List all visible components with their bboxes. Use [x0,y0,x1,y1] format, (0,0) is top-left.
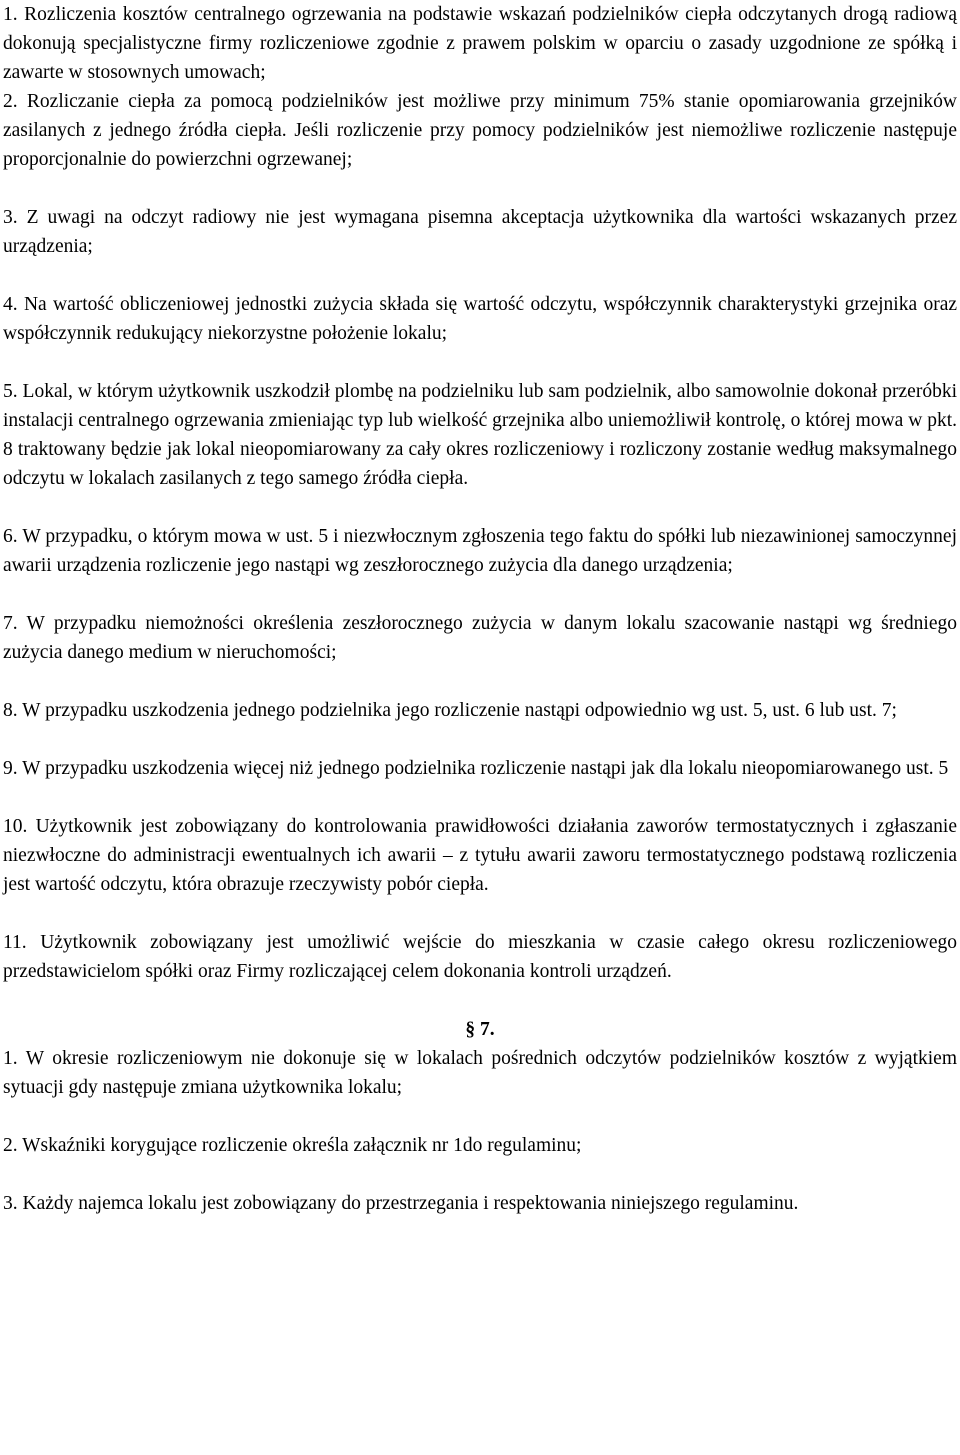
paragraph-8: 8. W przypadku uszkodzenia jednego podzielnika jego rozliczenie nastąpi odpowiednio wg ust. 5, ust. 6 lub ust. 7; [3,700,897,721]
section-heading: § 7. [465,1019,495,1040]
paragraph-6: 6. W przypadku, o którym mowa w ust. 5 i niezwłocznym zgłoszenia tego faktu do spółki lub niezawinionej samoczynnej awarii urządzenia rozliczenie jego nastąpi wg zeszłorocznego zużycia dla danego urządzenia; [3,526,957,576]
section-paragraph-1: 1. W okresie rozliczeniowym nie dokonuje się w lokalach pośrednich odczytów podzielników kosztów z wyjątkiem sytuacji gdy następuje zmiana użytkownika lokalu; [3,1048,957,1098]
paragraph-spacer [3,174,957,203]
paragraph-3: 3. Z uwagi na odczyt radiowy nie jest wymagana pisemna akceptacja użytkownika dla wartości wskazanych przez urządzenia; [3,207,957,257]
paragraph-spacer [3,667,957,696]
paragraph-10: 10. Użytkownik jest zobowiązany do kontrolowania prawidłowości działania zaworów termostatycznych i zgłaszanie niezwłoczne do administracji ewentualnych ich awarii – z tytułu awarii zaworu termostatycznego podstawą rozliczenia jest wartość odczytu, która obrazuje rzeczywisty pobór ciepła. [3,816,957,895]
paragraph-1: 1. Rozliczenia kosztów centralnego ogrzewania na podstawie wskazań podzielników ciepła odczytanych drogą radiową dokonują specjalistyczne firmy rozliczeniowe zgodnie z prawem polskim w oparciu o zasady uzgodnione ze spółką i zawarte w stosownych umowach; [3,4,957,83]
paragraph-spacer [3,348,957,377]
paragraph-spacer [3,261,957,290]
paragraph-spacer [3,725,957,754]
paragraph-spacer [3,783,957,812]
paragraph-spacer [3,580,957,609]
section-paragraph-2: 2. Wskaźniki korygujące rozliczenie określa załącznik nr 1do regulaminu; [3,1135,582,1156]
paragraph-spacer [3,1102,957,1131]
paragraph-11: 11. Użytkownik zobowiązany jest umożliwić wejście do mieszkania w czasie całego okresu rozliczeniowego przedstawicielom spółki oraz Firmy rozliczającej celem dokonania kontroli urządzeń. [3,932,957,982]
paragraph-spacer [3,1160,957,1189]
section-paragraph-3: 3. Każdy najemca lokalu jest zobowiązany do przestrzegania i respektowania niniejszego regulaminu. [3,1193,799,1214]
paragraph-spacer [3,986,957,1015]
paragraph-4: 4. Na wartość obliczeniowej jednostki zużycia składa się wartość odczytu, współczynnik charakterystyki grzejnika oraz współczynnik redukujący niekorzystne położenie lokalu; [3,294,957,344]
paragraph-9: 9. W przypadku uszkodzenia więcej niż jednego podzielnika rozliczenie nastąpi jak dla lokalu nieopomiarowanego ust. 5 [3,758,949,779]
paragraph-5: 5. Lokal, w którym użytkownik uszkodził plombę na podzielniku lub sam podzielnik, albo samowolnie dokonał przeróbki instalacji centralnego ogrzewania zmieniając typ lub wielkość grzejnika albo uniemożliwił kontrolę, o której mowa w pkt. 8 traktowany będzie jak lokal nieopomiarowany za cały okres rozliczeniowy i rozliczony zostanie według maksymalnego odczytu w lokalach zasilanych z tego samego źródła ciepła. [3,381,957,489]
paragraph-7: 7. W przypadku niemożności określenia zeszłorocznego zużycia w danym lokalu szacowanie nastąpi wg średniego zużycia danego medium w nieruchomości; [3,613,957,663]
paragraph-spacer [3,493,957,522]
paragraph-2: 2. Rozliczanie ciepła za pomocą podzielników jest możliwe przy minimum 75% stanie opomiarowania grzejników zasilanych z jednego źródła ciepła. Jeśli rozliczenie przy pomocy podzielników jest niemożliwe rozliczenie następuje proporcjonalnie do powierzchni ogrzewanej; [3,91,957,170]
paragraph-spacer [3,899,957,928]
